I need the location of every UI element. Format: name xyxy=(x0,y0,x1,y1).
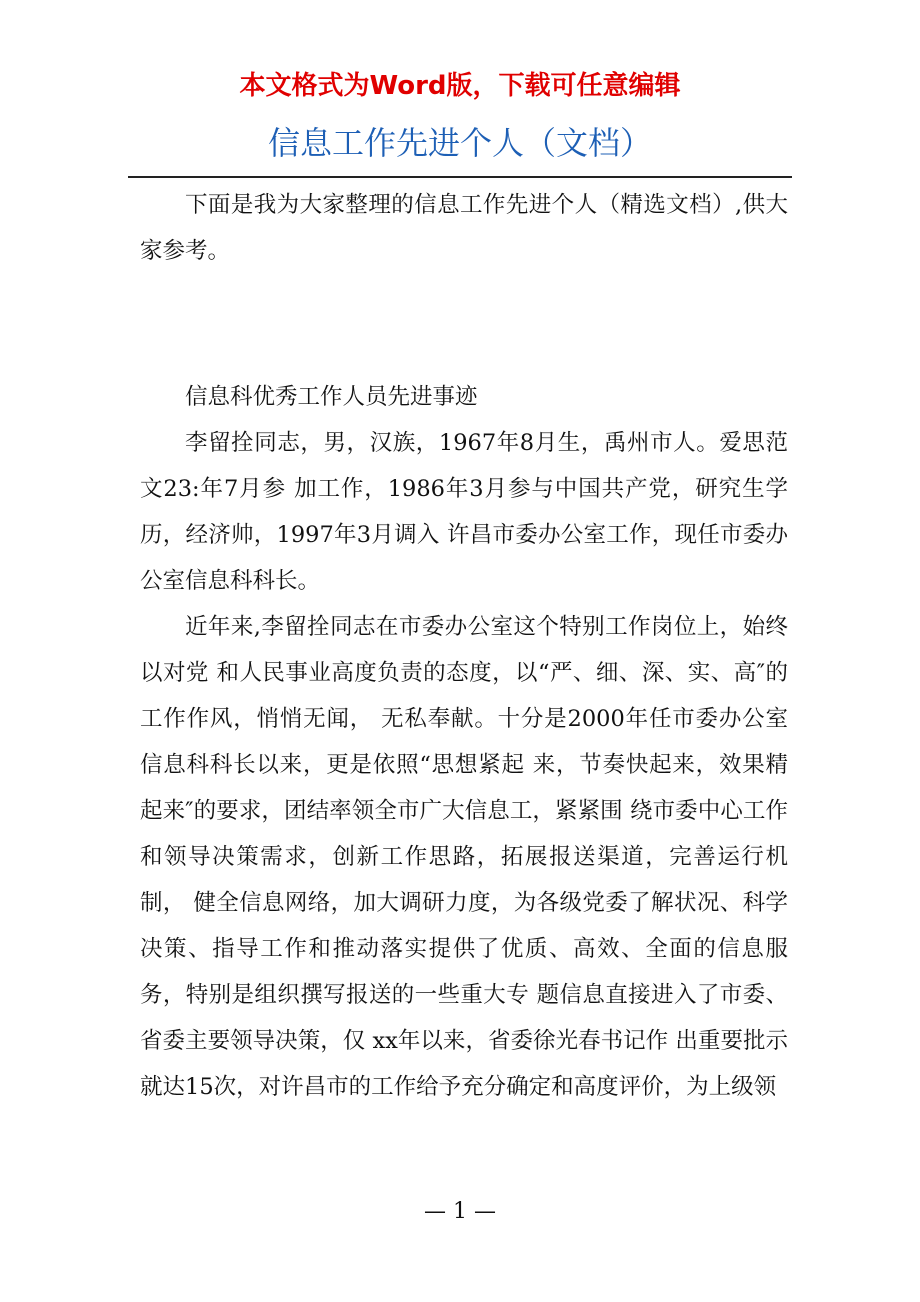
body-paragraph: 近年来,李留拴同志在市委办公室这个特别工作岗位上，始终以对党 和人民事业高度负责的态度，以“严、细、深、实、高″的工作作风，悄悄无闻， 无私奉献。十分是2000年任市委办公室信息科科长以来，更是依照“思想紧起 来，节奏快起来，效果精起来″的要求，团结率领全市广大信息工，紧紧围 绕市委中心工作和领导决策需求，创新工作思路，拓展报送渠道，完善运行机制， 健全信息网络，加大调研力度，为各级党委了解状况、科学决策、指导工作和推动落实提供了优质、高效、全面的信息服务，特别是组织撰写报送的一些重大专 题信息直接进入了市委、省委主要领导决策，仅 xx年以来，省委徐光春书记作 出重要批示就达15次，对许昌市的工作给予充分确定和高度评价，为上级领 xyxy=(140,614,788,1100)
body-paragraph: 李留拴同志，男，汉族，1967年8月生，禹州市人。爱思范文23:年7月参 加工作，1986年3月参与中国共产党，研究生学历，经济帅，1997年3月调入 许昌市委办公室工作，现任市委办公室信息科科长。 xyxy=(140,430,788,594)
format-banner: 本文格式为Word版，下载可任意编辑 xyxy=(239,71,681,101)
intro-block xyxy=(140,182,788,274)
page-number: — 1 — xyxy=(424,1199,496,1224)
article-body xyxy=(140,374,788,1110)
section-heading: 信息科优秀工作人员先进事迹 xyxy=(185,384,478,410)
intro-paragraph: 下面是我为大家整理的信息工作先进个人（精选文档）,供大家参考。 xyxy=(140,192,788,264)
title-divider xyxy=(128,176,792,178)
document-title: 信息工作先进个人（文档） xyxy=(267,124,652,162)
